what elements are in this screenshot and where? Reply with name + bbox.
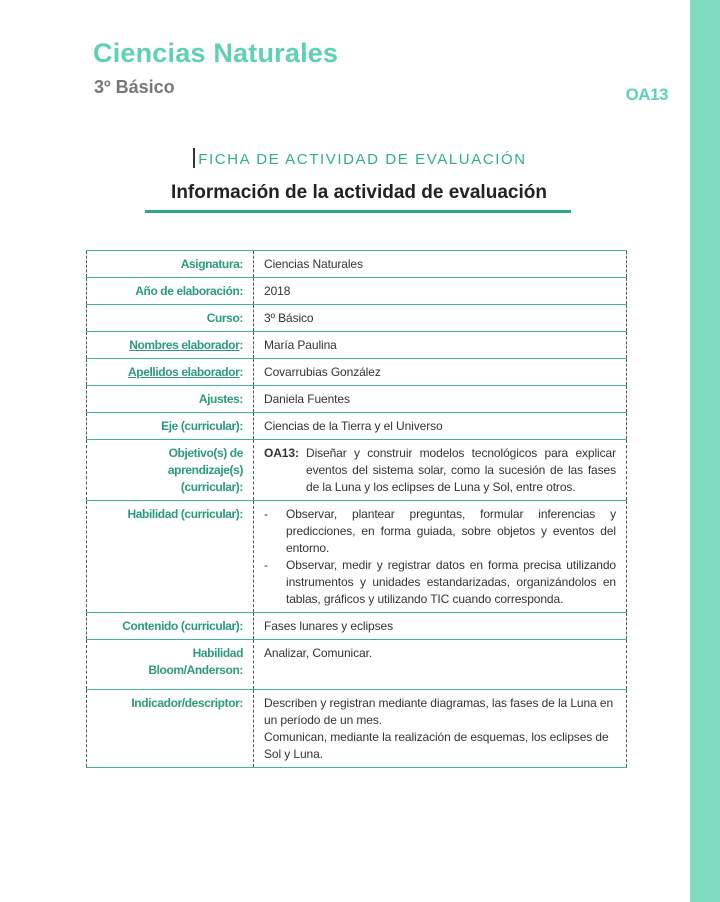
objetivo-content [264,445,616,496]
bloom-label: Habilidad Bloom/Anderson: [87,640,254,690]
bullet-dash: - [264,558,268,572]
indicador-line: Describen y registran mediante diagramas, las fases de la Luna en un período de un mes. [264,696,614,727]
curso-value[interactable]: 3º Básico [254,305,627,332]
oa-code: OA13 [625,85,668,104]
habilidad-item-text: Observar, plantear preguntas, formular inferencias y predicciones, en forma guiada, sobre objetos y eventos del entorno. [286,507,616,555]
objetivo-label: Objetivo(s) de aprendizaje(s) (curricular): [87,440,254,501]
table-row-nombres [87,332,627,359]
objetivo-code: OA13: [264,446,299,460]
table-row-habilidad [87,501,627,613]
eje-label: Eje (curricular): [87,413,254,440]
table-row-apellidos [87,359,627,386]
ajustes-label: Ajustes: [87,386,254,413]
nombres-value[interactable]: María Paulina [254,332,627,359]
nombres-label-text: Nombres elaborador [129,338,240,352]
ajustes-value[interactable]: Daniela Fuentes [254,386,627,413]
list-item [264,557,616,608]
contenido-label: Contenido (curricular): [87,613,254,640]
document-heading [0,148,720,168]
apellidos-label-colon: : [239,365,243,379]
list-item [264,506,616,557]
indicador-value[interactable] [254,690,627,768]
grade-label: 3º Básico [94,77,175,97]
table-row-asignatura [87,251,627,278]
table-row-eje [87,413,627,440]
table-row-anio [87,278,627,305]
anio-label: Año de elaboración: [87,278,254,305]
bullet-dash: - [264,507,268,521]
objetivo-text: Diseñar y construir modelos tecnológicos para explicar eventos del sistema solar, como la sucesión de las fases de la Luna y los eclipses de Luna y Sol, entre otros. [306,446,616,494]
apellidos-label-text: Apellidos elaborador [128,365,240,379]
contenido-value[interactable]: Fases lunares y eclipses [254,613,627,640]
asignatura-label: Asignatura: [87,251,254,278]
table-row-objetivo [87,440,627,501]
activity-info-table [86,250,627,768]
table-row-indicador [87,690,627,768]
curso-label: Curso: [87,305,254,332]
indicador-label: Indicador/descriptor: [87,690,254,768]
habilidad-item-text: Observar, medir y registrar datos en forma precisa utilizando instrumentos y unidades estandarizadas, organizándolos en tablas, gráficos y utilizando TIC cuando corresponda. [286,558,616,606]
side-color-band [690,0,720,902]
asignatura-value[interactable]: Ciencias Naturales [254,251,627,278]
table-row-curso [87,305,627,332]
habilidad-list [264,506,616,608]
habilidad-value[interactable] [254,501,627,613]
section-title-underline [145,210,571,213]
indicador-line: Comunican, mediante la realización de esquemas, los eclipses de Sol y Luna. [264,730,609,761]
apellidos-value[interactable]: Covarrubias González [254,359,627,386]
apellidos-label [87,359,254,386]
table-row-bloom [87,640,627,690]
table-row-ajustes [87,386,627,413]
section-title: Información de la actividad de evaluación [171,182,547,203]
eje-value[interactable]: Ciencias de la Tierra y el Universo [254,413,627,440]
nombres-label-colon: : [239,338,243,352]
bloom-value[interactable]: Analizar, Comunicar. [254,640,627,690]
table-row-contenido [87,613,627,640]
subject-title: Ciencias Naturales [93,38,339,68]
nombres-label [87,332,254,359]
habilidad-label: Habilidad (curricular): [87,501,254,613]
text-cursor [193,148,195,168]
anio-value[interactable]: 2018 [254,278,627,305]
objetivo-value[interactable] [254,440,627,501]
document-heading-text: FICHA DE ACTIVIDAD DE EVALUACIÓN [198,151,527,168]
